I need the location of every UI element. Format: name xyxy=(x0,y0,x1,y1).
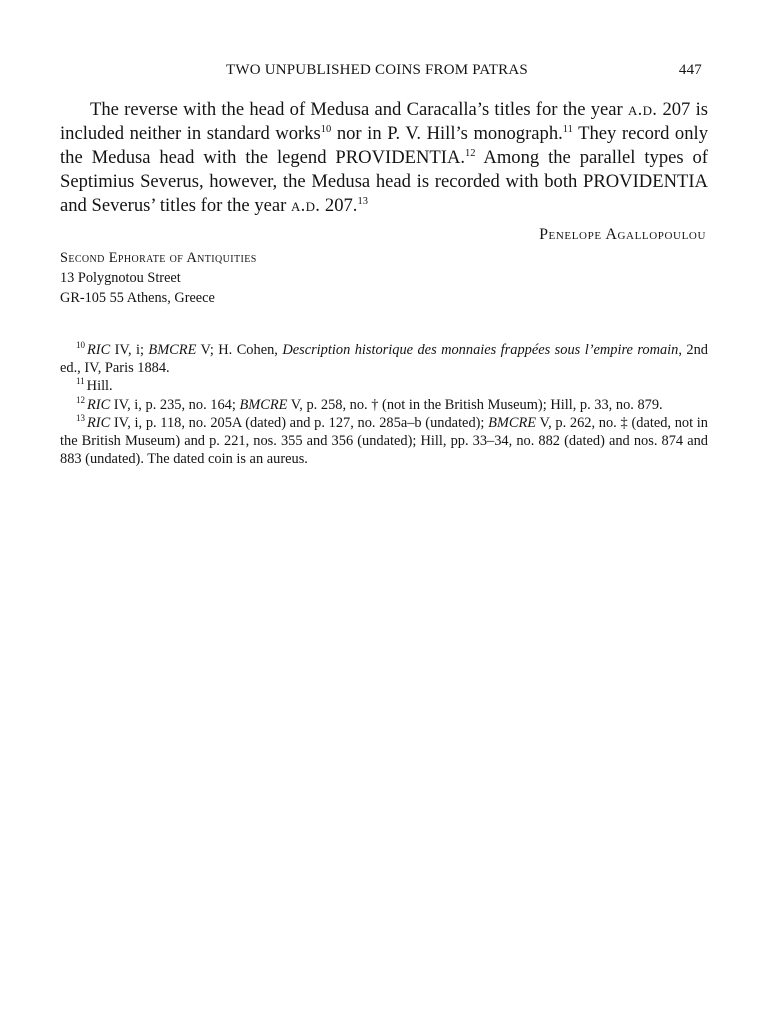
address-institution: Second Ephorate of Antiquities xyxy=(60,250,257,266)
footnote-italic: RIC xyxy=(87,342,111,358)
body-text-segment: They record only the Medusa head with the legend PROVIDENTIA. xyxy=(60,123,708,168)
author-signature: Penelope Agallopoulou xyxy=(539,226,706,243)
page-number: 447 xyxy=(678,62,702,78)
footnote-italic: RIC xyxy=(87,396,111,413)
footnote-text: , 2nd ed., IV, Paris 1884. xyxy=(60,342,709,377)
footnote-ref: 10 xyxy=(320,124,332,135)
footnote-ref: 11 xyxy=(562,124,573,135)
footnote-13 xyxy=(60,414,708,469)
footnote-ref: 12 xyxy=(465,148,476,159)
footnote-text: IV, i, p. 235, no. 164; xyxy=(110,396,240,413)
footnote-12 xyxy=(60,396,708,414)
body-text-segment: Among the parallel types of Septimius Severus, however, the Medusa head is recorded with both PROVIDENTIA and Severus’ titles for the year xyxy=(60,147,708,216)
footnote-italic: BMCRE xyxy=(488,414,537,431)
footnote-italic: BMCRE xyxy=(239,396,288,413)
footnote-number: 12 xyxy=(76,394,85,405)
footnote-number: 11 xyxy=(76,376,85,387)
address-city: GR-105 55 Athens, Greece xyxy=(60,290,215,306)
era-abbreviation: a.d. xyxy=(290,195,321,216)
footnote-ref: 13 xyxy=(357,196,368,207)
era-abbreviation: a.d. xyxy=(627,99,658,120)
running-head xyxy=(60,62,708,82)
body-text-segment: 207. xyxy=(320,195,358,216)
footnote-text: V; H. Cohen, xyxy=(196,342,283,358)
footnote-text: Hill. xyxy=(86,378,113,395)
address-street: 13 Polygnotou Street xyxy=(60,270,181,286)
footnote-10 xyxy=(60,341,708,377)
body-text-segment: The reverse with the head of Medusa and Caracalla’s titles for the year xyxy=(90,99,628,120)
body-text-segment: 207 is included neither in standard works xyxy=(60,99,708,144)
footnote-number: 13 xyxy=(76,412,85,423)
body-paragraph xyxy=(60,98,708,218)
running-title: TWO UNPUBLISHED COINS FROM PATRAS xyxy=(226,62,528,78)
footnote-text: V, p. 258, no. † (not in the British Museum); Hill, p. 33, no. 879. xyxy=(287,396,663,413)
footnote-text: V, p. 262, no. ‡ (dated, not in the British Museum) and p. 221, nos. 355 and 356 (undated); Hill, pp. 33–34, no. 882 (dated) and nos. 874 and 883 (undated). The dated coin is an aureus. xyxy=(60,414,708,468)
footnote-11 xyxy=(60,377,708,395)
footnote-number: 10 xyxy=(76,340,85,350)
author-address xyxy=(60,248,257,308)
footnotes xyxy=(60,341,708,468)
footnote-italic: BMCRE xyxy=(148,342,197,358)
footnote-text: IV, i, p. 118, no. 205A (dated) and p. 127, no. 285a–b (undated); xyxy=(110,414,489,431)
footnote-italic: Description historique des monnaies frappées sous l’empire romain xyxy=(282,342,679,358)
footnote-italic: RIC xyxy=(87,414,111,431)
footnote-text: IV, i; xyxy=(110,342,149,358)
body-text-segment: nor in P. V. Hill’s monograph. xyxy=(331,123,563,144)
